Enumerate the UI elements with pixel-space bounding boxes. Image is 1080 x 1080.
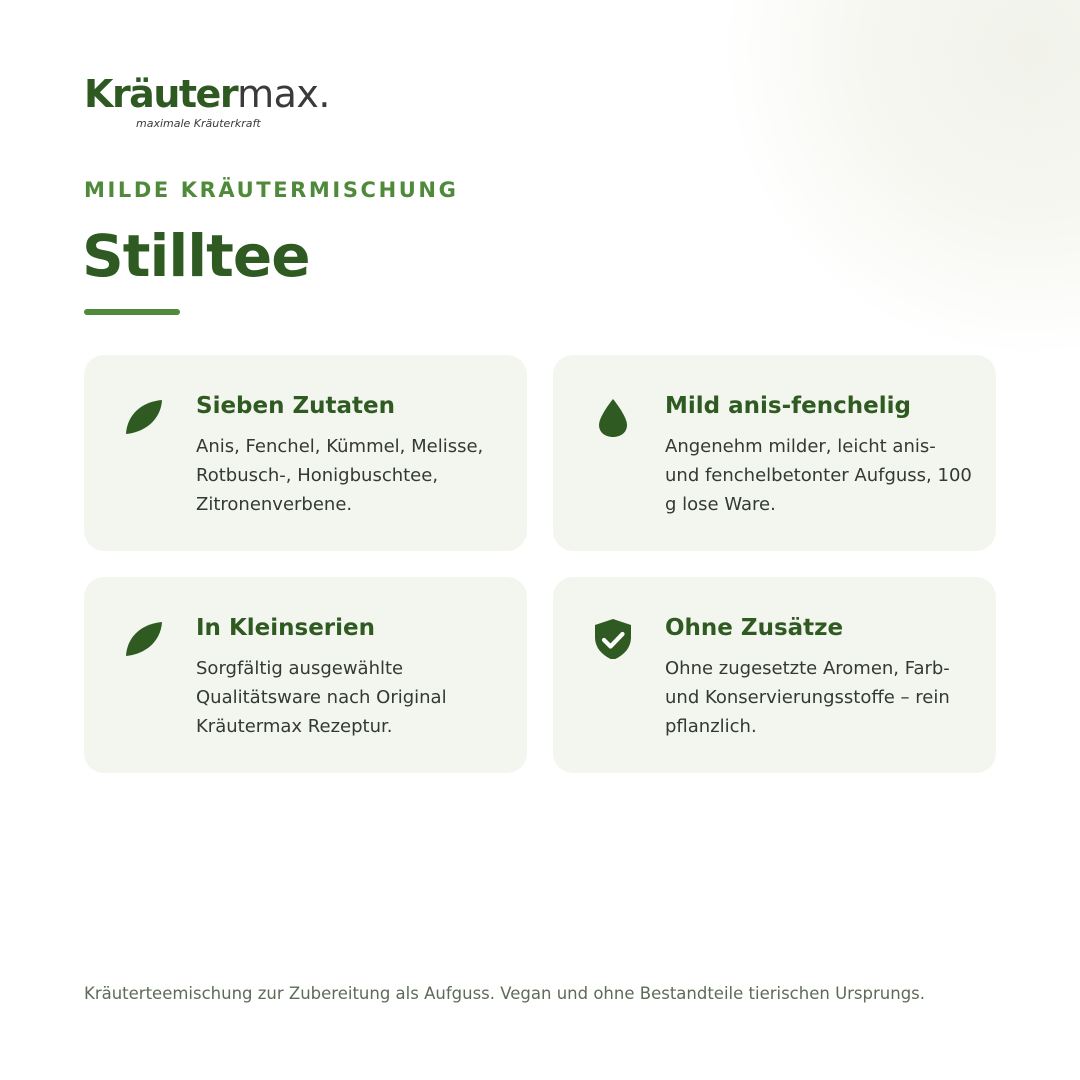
title-underline (84, 309, 180, 315)
page-title: Stilltee (82, 222, 310, 290)
feature-text: Anis, Fenchel, Kümmel, Melisse, Rotbusch-, Honigbuschtee, Zitronenverbene. (196, 436, 484, 515)
logo-wordmark (84, 70, 384, 118)
shield-check-icon (593, 619, 633, 659)
feature-title: Ohne Zusätze (665, 615, 844, 641)
drop-icon (593, 397, 633, 437)
background-corner-glow (720, 0, 1080, 360)
feature-text: Ohne zugesetzte Aromen, Farb- und Konservierungsstoffe – rein pflanzlich. (665, 658, 950, 737)
logo-name-bold: Kräuter (84, 72, 238, 116)
feature-text: Angenehm milder, leicht anis- und fenchelbetonter Aufguss, 100 g lose Ware. (665, 436, 972, 515)
feature-card-taste (553, 355, 996, 551)
eyebrow-label: MILDE KRÄUTERMISCHUNG (84, 178, 459, 202)
footer-note: Kräuterteemischung zur Zubereitung als Aufguss. Vegan und ohne Bestandteile tierischen Ursprungs. (84, 984, 926, 1003)
feature-card-small-batches (84, 577, 527, 773)
logo-tagline: maximale Kräuterkraft (136, 117, 261, 130)
feature-title: In Kleinserien (196, 615, 375, 641)
feature-card-no-additives (553, 577, 996, 773)
leaf-icon (124, 397, 164, 437)
logo-name-light: max. (237, 72, 330, 116)
brand-logo (84, 70, 384, 130)
leaf-icon (124, 619, 164, 659)
feature-card-ingredients (84, 355, 527, 551)
feature-text: Sorgfältig ausgewählte Qualitätsware nach Original Kräutermax Rezeptur. (196, 658, 447, 737)
feature-title: Sieben Zutaten (196, 393, 396, 419)
feature-title: Mild anis-fenchelig (665, 393, 911, 419)
